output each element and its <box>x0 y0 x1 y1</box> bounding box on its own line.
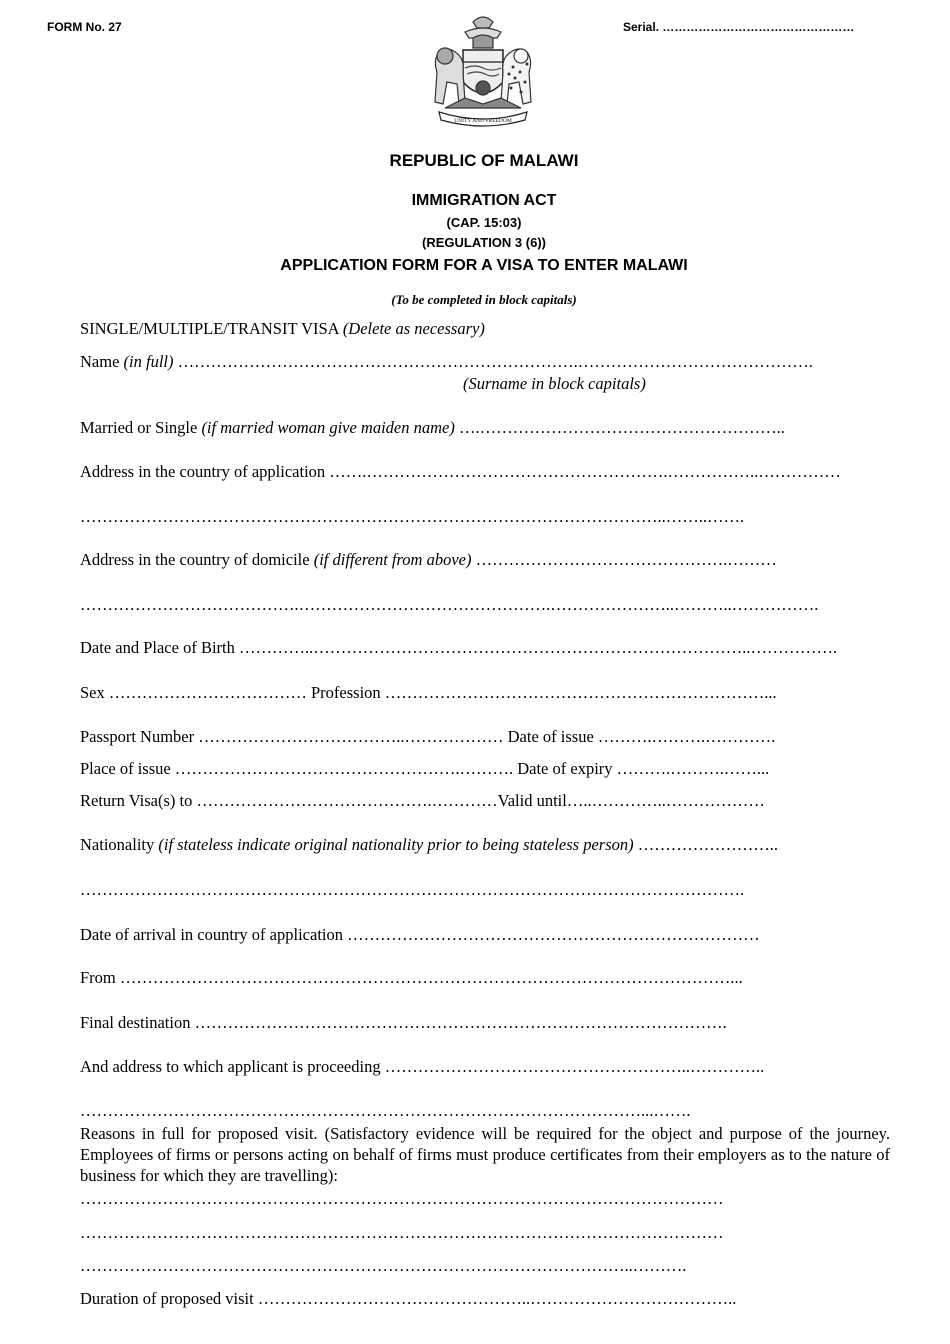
from-field[interactable]: …………………………………………………………………………………………………... <box>119 968 743 987</box>
address-application-line[interactable] <box>80 462 841 482</box>
address-application-label: Address in the country of application <box>80 462 326 481</box>
name-note: (in full) <box>123 352 174 371</box>
proceeding-address-line-2[interactable] <box>80 1101 691 1121</box>
duration-field[interactable]: …………………………………………..……………………………….. <box>257 1289 737 1308</box>
proceeding-address-line[interactable] <box>80 1057 764 1077</box>
reasons-line-3[interactable] <box>80 1256 686 1276</box>
regulation-reference: (REGULATION 3 (6)) <box>422 235 546 250</box>
address-application-field-2[interactable]: ……………………………………………………………………………………………..……..……. <box>80 507 745 526</box>
final-destination-label: Final destination <box>80 1013 191 1032</box>
reasons-field-2[interactable]: ……………………………………………………………………………………………………… <box>80 1223 724 1242</box>
duration-line[interactable] <box>80 1289 736 1309</box>
address-application-field[interactable]: …….……………………………………………….……………..…………… <box>329 462 841 481</box>
passport-field[interactable]: ………………………………..……………… <box>198 727 504 746</box>
reasons-field-1[interactable]: ……………………………………………………………………………………………………… <box>80 1189 724 1208</box>
sex-profession-line[interactable] <box>80 683 777 703</box>
serial-label: Serial. <box>623 20 660 34</box>
surname-note-line <box>463 374 646 394</box>
birth-field[interactable]: …………..……………………………………………………………………..……………. <box>239 638 838 657</box>
nationality-label: Nationality <box>80 835 155 854</box>
birth-label: Date and Place of Birth <box>80 638 235 657</box>
name-field[interactable]: ……………………………………………………………….……………………………………. <box>177 352 813 371</box>
address-domicile-line-2[interactable] <box>80 595 818 615</box>
address-domicile-field[interactable]: ……………………………………….……… <box>475 550 777 569</box>
arrival-line[interactable] <box>80 925 760 945</box>
married-line[interactable] <box>80 418 785 438</box>
from-label: From <box>80 968 116 987</box>
married-label: Married or Single <box>80 418 198 437</box>
profession-field[interactable]: ……………………………………………………………... <box>384 683 777 702</box>
visa-type-note: (Delete as necessary) <box>342 319 485 338</box>
coat-of-arms-icon <box>425 12 541 132</box>
place-issue-label: Place of issue <box>80 759 171 778</box>
nationality-field-2[interactable]: …………………………………………………………………………………………………………. <box>80 880 745 899</box>
sex-label: Sex <box>80 683 105 702</box>
passport-label: Passport Number <box>80 727 195 746</box>
place-issue-line[interactable] <box>80 759 769 779</box>
address-domicile-line[interactable] <box>80 550 777 570</box>
application-title: APPLICATION FORM FOR A VISA TO ENTER MALAWI <box>280 257 688 274</box>
return-visa-field[interactable]: …………………………………….………… <box>196 791 498 810</box>
arrival-field[interactable]: ………………………………………………………………… <box>347 925 760 944</box>
address-domicile-label: Address in the country of domicile <box>80 550 310 569</box>
serial-dots: ………………………………………… <box>662 20 855 34</box>
date-issue-field[interactable]: ……….……….…………. <box>597 727 776 746</box>
reasons-line-2[interactable] <box>80 1223 724 1243</box>
proceeding-address-field-2[interactable]: …………………………………………………………………………………………...……. <box>80 1101 691 1120</box>
nationality-line-2[interactable] <box>80 880 744 900</box>
valid-until-field[interactable]: …..…………..……………… <box>566 791 765 810</box>
nationality-note: (if stateless indicate original nationality prior to being stateless person) <box>158 835 634 854</box>
final-destination-line[interactable] <box>80 1013 727 1033</box>
visa-type-label: SINGLE/MULTIPLE/TRANSIT VISA <box>80 319 339 338</box>
nationality-line[interactable] <box>80 835 778 855</box>
duration-label: Duration of proposed visit <box>80 1289 254 1308</box>
arrival-label: Date of arrival in country of application <box>80 925 343 944</box>
date-issue-label: Date of issue <box>507 727 594 746</box>
reasons-instruction: Reasons in full for proposed visit. (Satisfactory evidence will be required for the object and purpose of the journey. Employees of firms or persons acting on behalf of firms must produce certificates from their employers as to the nature of business for which they are travelling): <box>80 1124 890 1185</box>
coat-motto: UNITY AND FREEDOM <box>454 118 512 124</box>
address-domicile-note: (if different from above) <box>313 550 472 569</box>
address-application-line-2[interactable] <box>80 507 744 527</box>
visa-type-line[interactable] <box>80 319 485 339</box>
nationality-field[interactable]: …………………….. <box>637 835 778 854</box>
serial-field[interactable] <box>623 20 854 34</box>
act-title: IMMIGRATION ACT <box>411 192 557 209</box>
valid-until-label: Valid until <box>497 791 567 810</box>
cap-reference: (CAP. 15:03) <box>446 215 522 230</box>
final-destination-field[interactable]: ……………………………………………………………………………………. <box>194 1013 727 1032</box>
birth-line[interactable] <box>80 638 837 658</box>
form-number: FORM No. 27 <box>47 20 122 34</box>
proceeding-address-label: And address to which applicant is proceeding <box>80 1057 381 1076</box>
married-field[interactable]: ….……………………………………………….. <box>458 418 785 437</box>
name-line[interactable] <box>80 352 813 372</box>
proceeding-address-field[interactable]: ………………………………………………..………….. <box>384 1057 765 1076</box>
date-expiry-field[interactable]: ……….……….……... <box>616 759 770 778</box>
place-issue-field[interactable]: …………………………………………….………. <box>174 759 514 778</box>
return-visa-label: Return Visa(s) to <box>80 791 193 810</box>
reasons-line-1[interactable] <box>80 1189 724 1209</box>
sex-field[interactable]: ……………………………… <box>108 683 307 702</box>
surname-note: (Surname in block capitals) <box>463 374 646 393</box>
block-capitals-note: (To be completed in block capitals) <box>391 292 577 307</box>
reasons-field-3[interactable]: ………………………………………………………………………………………..………. <box>80 1256 687 1275</box>
married-note: (if married woman give maiden name) <box>201 418 455 437</box>
profession-label: Profession <box>311 683 381 702</box>
name-label: Name <box>80 352 120 371</box>
date-expiry-label: Date of expiry <box>517 759 613 778</box>
address-domicile-field-2[interactable]: ………………………………….……………………………………….…………………..………..……………. <box>80 595 819 614</box>
republic-title: REPUBLIC OF MALAWI <box>389 151 579 170</box>
return-visa-line[interactable] <box>80 791 765 811</box>
passport-line[interactable] <box>80 727 775 747</box>
from-line[interactable] <box>80 968 743 988</box>
